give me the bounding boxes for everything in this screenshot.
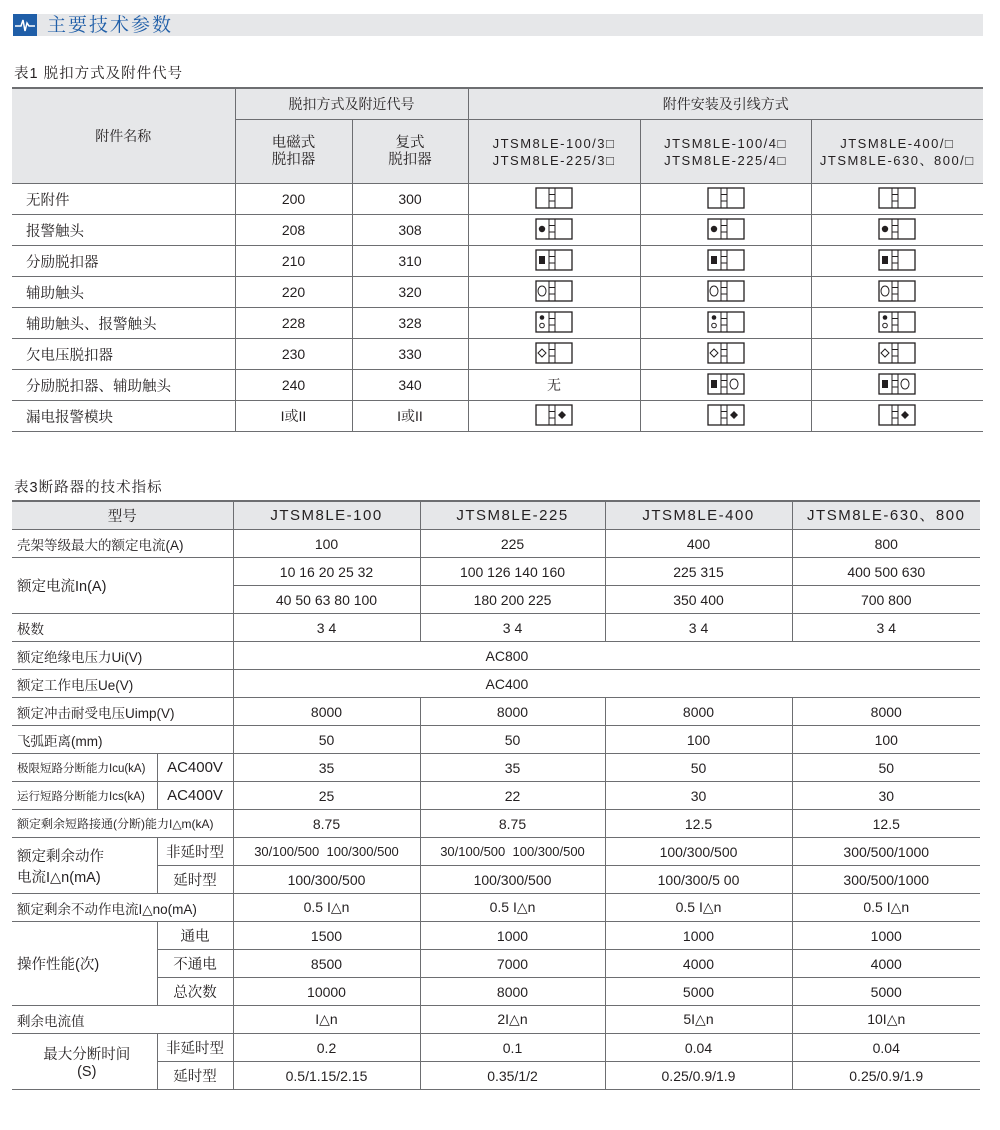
spec-value: AC400 [233,670,980,698]
spec-value: 0.5 I△n [233,894,420,922]
spec-value: 0.25/0.9/1.9 [605,1062,792,1090]
table-row [12,339,983,370]
accessory-name: 报警触头 [12,215,235,246]
spec-label: 额定绝缘电压力Ui(V) [12,642,233,670]
section-banner [13,14,983,36]
shunt-aux-symbol-icon [878,373,916,398]
spec-value: 0.04 [792,1034,980,1062]
spec-value: 8000 [420,698,605,726]
wiring-cell [640,277,811,308]
spec-sublabel: 不通电 [157,950,233,978]
comp-trip-code: 300 [352,184,468,215]
wiring-cell: 无 [468,370,640,401]
spec-label: 运行短路分断能力Ics(kA) [12,782,157,810]
alarm-contact-symbol-icon [707,218,745,243]
shunt-aux-symbol-icon [707,373,745,398]
spec-label: 额定剩余不动作电流I△no(mA) [12,894,233,922]
table-row [12,838,980,866]
wiring-cell [811,339,983,370]
table-row [12,978,980,1006]
wiring-cell [468,215,640,246]
spec-label: 壳架等级最大的额定电流(A) [12,530,233,558]
spec-value: 100/300/500 [233,866,420,894]
auxiliary-contact-symbol-icon [878,280,916,305]
wiring-cell [811,308,983,339]
wiring-cell [811,401,983,432]
header-trip-group: 脱扣方式及附近代号 [235,88,468,120]
aux-alarm-contact-symbol-icon [707,311,745,336]
accessory-name: 漏电报警模块 [12,401,235,432]
spec-value: 1000 [420,922,605,950]
header-model-1: JTSM8LE-100/3□ JTSM8LE-225/3□ [468,120,640,184]
header-install-group: 附件安装及引线方式 [468,88,983,120]
spec-value: 22 [420,782,605,810]
spec-value: 100 [792,726,980,754]
spec-value: 50 [420,726,605,754]
header-model: JTSM8LE-630、800 [792,501,980,530]
comp-trip-code: 328 [352,308,468,339]
table-row [12,894,980,922]
accessory-name: 无附件 [12,184,235,215]
accessory-name: 分励脱扣器 [12,246,235,277]
spec-value: 8000 [792,698,980,726]
spec-value: 50 [605,754,792,782]
wiring-cell [811,277,983,308]
spec-value: 35 [233,754,420,782]
table-row [12,670,980,698]
trip-accessory-table [12,87,983,432]
spec-value: I△n [233,1006,420,1034]
spec-label: 剩余电流值 [12,1006,233,1034]
alarm-contact-symbol-icon [878,218,916,243]
spec-value: 10 16 20 25 32 [233,558,420,586]
table-row [12,530,980,558]
spec-value: 0.5 I△n [605,894,792,922]
spec-value: 30 [605,782,792,810]
spec-value: 10I△n [792,1006,980,1034]
wiring-cell [640,401,811,432]
alarm-contact-symbol-icon [535,218,573,243]
em-trip-code: 208 [235,215,352,246]
spec-label: 额定工作电压Ue(V) [12,670,233,698]
wiring-cell [468,184,640,215]
wiring-cell [811,215,983,246]
accessory-name: 辅助触头 [12,277,235,308]
spec-value: 40 50 63 80 100 [233,586,420,614]
table-row [12,401,983,432]
em-trip-code: 230 [235,339,352,370]
spec-value: 10000 [233,978,420,1006]
accessory-name: 辅助触头、报警触头 [12,308,235,339]
table-row [12,810,980,838]
spec-value: 8500 [233,950,420,978]
spec-label: 额定电流In(A) [12,558,233,614]
spec-value: 0.5/1.15/2.15 [233,1062,420,1090]
undervoltage-trip-symbol-icon [535,342,573,367]
auxiliary-contact-symbol-icon [707,280,745,305]
spec-value: 8000 [605,698,792,726]
breaker-spec-table [12,500,980,1090]
wiring-cell [640,370,811,401]
comp-trip-code: 310 [352,246,468,277]
spec-value: 300/500/1000 [792,866,980,894]
table-row [12,726,980,754]
comp-trip-code: 308 [352,215,468,246]
spec-value: 1000 [792,922,980,950]
header-model-2: JTSM8LE-100/4□ JTSM8LE-225/4□ [640,120,811,184]
spec-label: 额定冲击耐受电压Uimp(V) [12,698,233,726]
wiring-cell [811,370,983,401]
spec-label: 极限短路分断能力Icu(kA) [12,754,157,782]
spec-value: 100/300/500 [605,838,792,866]
spec-value: 0.25/0.9/1.9 [792,1062,980,1090]
leakage-alarm-symbol-icon [707,404,745,429]
header-comp-trip: 复式 脱扣器 [352,120,468,184]
spec-value: 3 4 [792,614,980,642]
accessory-name: 欠电压脱扣器 [12,339,235,370]
spec-value: 3 4 [420,614,605,642]
spec-value: 100/300/500 [420,866,605,894]
spec-value: AC800 [233,642,980,670]
spec-value: 1000 [605,922,792,950]
spec-value: 8000 [420,978,605,1006]
spec-sublabel: AC400V [157,782,233,810]
section-title: 主要技术参数 [47,15,174,36]
spec-value: 100 [605,726,792,754]
spec-sublabel: 非延时型 [157,838,233,866]
accessory-name: 分励脱扣器、辅助触头 [12,370,235,401]
shunt-trip-symbol-icon [535,249,573,274]
table3-caption: 表3断路器的技术指标 [14,480,163,496]
spec-value: 225 315 [605,558,792,586]
spec-label: 额定剩余动作 电流I△n(mA) [12,838,157,894]
spec-value: 8.75 [420,810,605,838]
em-trip-code: 228 [235,308,352,339]
table-row [12,866,980,894]
em-trip-code: I或II [235,401,352,432]
spec-value: 12.5 [605,810,792,838]
undervoltage-trip-symbol-icon [707,342,745,367]
spec-sublabel: 非延时型 [157,1034,233,1062]
spec-sublabel: 延时型 [157,1062,233,1090]
table-row [12,184,983,215]
comp-trip-code: 330 [352,339,468,370]
table-row [12,698,980,726]
spec-value: 300/500/1000 [792,838,980,866]
wiring-cell [468,308,640,339]
table-row [12,246,983,277]
wiring-cell [640,339,811,370]
shunt-trip-symbol-icon [878,249,916,274]
header-model-3: JTSM8LE-400/□ JTSM8LE-630、800/□ [811,120,983,184]
spec-label: 额定剩余短路接通(分断)能力I△m(kA) [12,810,233,838]
no-accessory-symbol-icon [707,187,745,212]
spec-value: 50 [233,726,420,754]
comp-trip-code: 340 [352,370,468,401]
table-row [12,277,983,308]
spec-value: 100 126 140 160 [420,558,605,586]
spec-value: 8000 [233,698,420,726]
spec-value: 1500 [233,922,420,950]
spec-value: 0.5 I△n [792,894,980,922]
aux-alarm-contact-symbol-icon [878,311,916,336]
table-row [12,1062,980,1090]
table-row [12,614,980,642]
header-model: JTSM8LE-100 [233,501,420,530]
spec-value: 30/100/500 100/300/500 [233,838,420,866]
no-accessory-symbol-icon [878,187,916,212]
em-trip-code: 200 [235,184,352,215]
comp-trip-code: 320 [352,277,468,308]
comp-trip-code: I或II [352,401,468,432]
wiring-cell [640,184,811,215]
no-accessory-symbol-icon [535,187,573,212]
wiring-cell [468,277,640,308]
spec-value: 3 4 [233,614,420,642]
waveform-icon [13,14,37,36]
table-row [12,370,983,401]
table-row [12,950,980,978]
spec-label: 飞弧距离(mm) [12,726,233,754]
spec-value: 25 [233,782,420,810]
table-row [12,1006,980,1034]
wiring-cell [640,215,811,246]
table-row [12,642,980,670]
table-row [12,558,980,586]
spec-sublabel: 通电 [157,922,233,950]
spec-value: 3 4 [605,614,792,642]
spec-value: 2I△n [420,1006,605,1034]
header-accessory-name: 附件名称 [12,88,235,184]
spec-sublabel: AC400V [157,754,233,782]
undervoltage-trip-symbol-icon [878,342,916,367]
table-row [12,782,980,810]
spec-value: 225 [420,530,605,558]
table-row [12,922,980,950]
spec-value: 5000 [605,978,792,1006]
spec-value: 0.1 [420,1034,605,1062]
spec-value: 0.35/1/2 [420,1062,605,1090]
spec-value: 5I△n [605,1006,792,1034]
table1-caption: 表1 脱扣方式及附件代号 [14,66,184,82]
em-trip-code: 210 [235,246,352,277]
leakage-alarm-symbol-icon [535,404,573,429]
spec-value: 0.2 [233,1034,420,1062]
spec-label: 最大分断时间 (S) [12,1034,157,1090]
spec-value: 400 500 630 [792,558,980,586]
header-em-trip: 电磁式 脱扣器 [235,120,352,184]
wiring-cell [468,339,640,370]
header-model-label: 型号 [12,501,233,530]
spec-value: 7000 [420,950,605,978]
table-row [12,1034,980,1062]
table-row [12,215,983,246]
wiring-cell [811,184,983,215]
spec-value: 4000 [605,950,792,978]
spec-value: 30/100/500 100/300/500 [420,838,605,866]
spec-value: 700 800 [792,586,980,614]
spec-value: 5000 [792,978,980,1006]
table-row [12,754,980,782]
spec-value: 800 [792,530,980,558]
leakage-alarm-symbol-icon [878,404,916,429]
wiring-cell [640,308,811,339]
spec-sublabel: 延时型 [157,866,233,894]
em-trip-code: 240 [235,370,352,401]
spec-value: 35 [420,754,605,782]
spec-label: 极数 [12,614,233,642]
shunt-trip-symbol-icon [707,249,745,274]
wiring-cell [640,246,811,277]
spec-value: 8.75 [233,810,420,838]
header-model: JTSM8LE-400 [605,501,792,530]
spec-value: 30 [792,782,980,810]
spec-value: 350 400 [605,586,792,614]
auxiliary-contact-symbol-icon [535,280,573,305]
spec-label: 操作性能(次) [12,922,157,1006]
aux-alarm-contact-symbol-icon [535,311,573,336]
spec-value: 50 [792,754,980,782]
table-row [12,308,983,339]
wiring-cell [468,246,640,277]
header-model: JTSM8LE-225 [420,501,605,530]
spec-value: 12.5 [792,810,980,838]
spec-sublabel: 总次数 [157,978,233,1006]
spec-value: 100/300/5 00 [605,866,792,894]
spec-value: 4000 [792,950,980,978]
wiring-cell [468,401,640,432]
spec-value: 400 [605,530,792,558]
wiring-cell [811,246,983,277]
spec-value: 0.04 [605,1034,792,1062]
spec-value: 100 [233,530,420,558]
em-trip-code: 220 [235,277,352,308]
spec-value: 0.5 I△n [420,894,605,922]
spec-value: 180 200 225 [420,586,605,614]
